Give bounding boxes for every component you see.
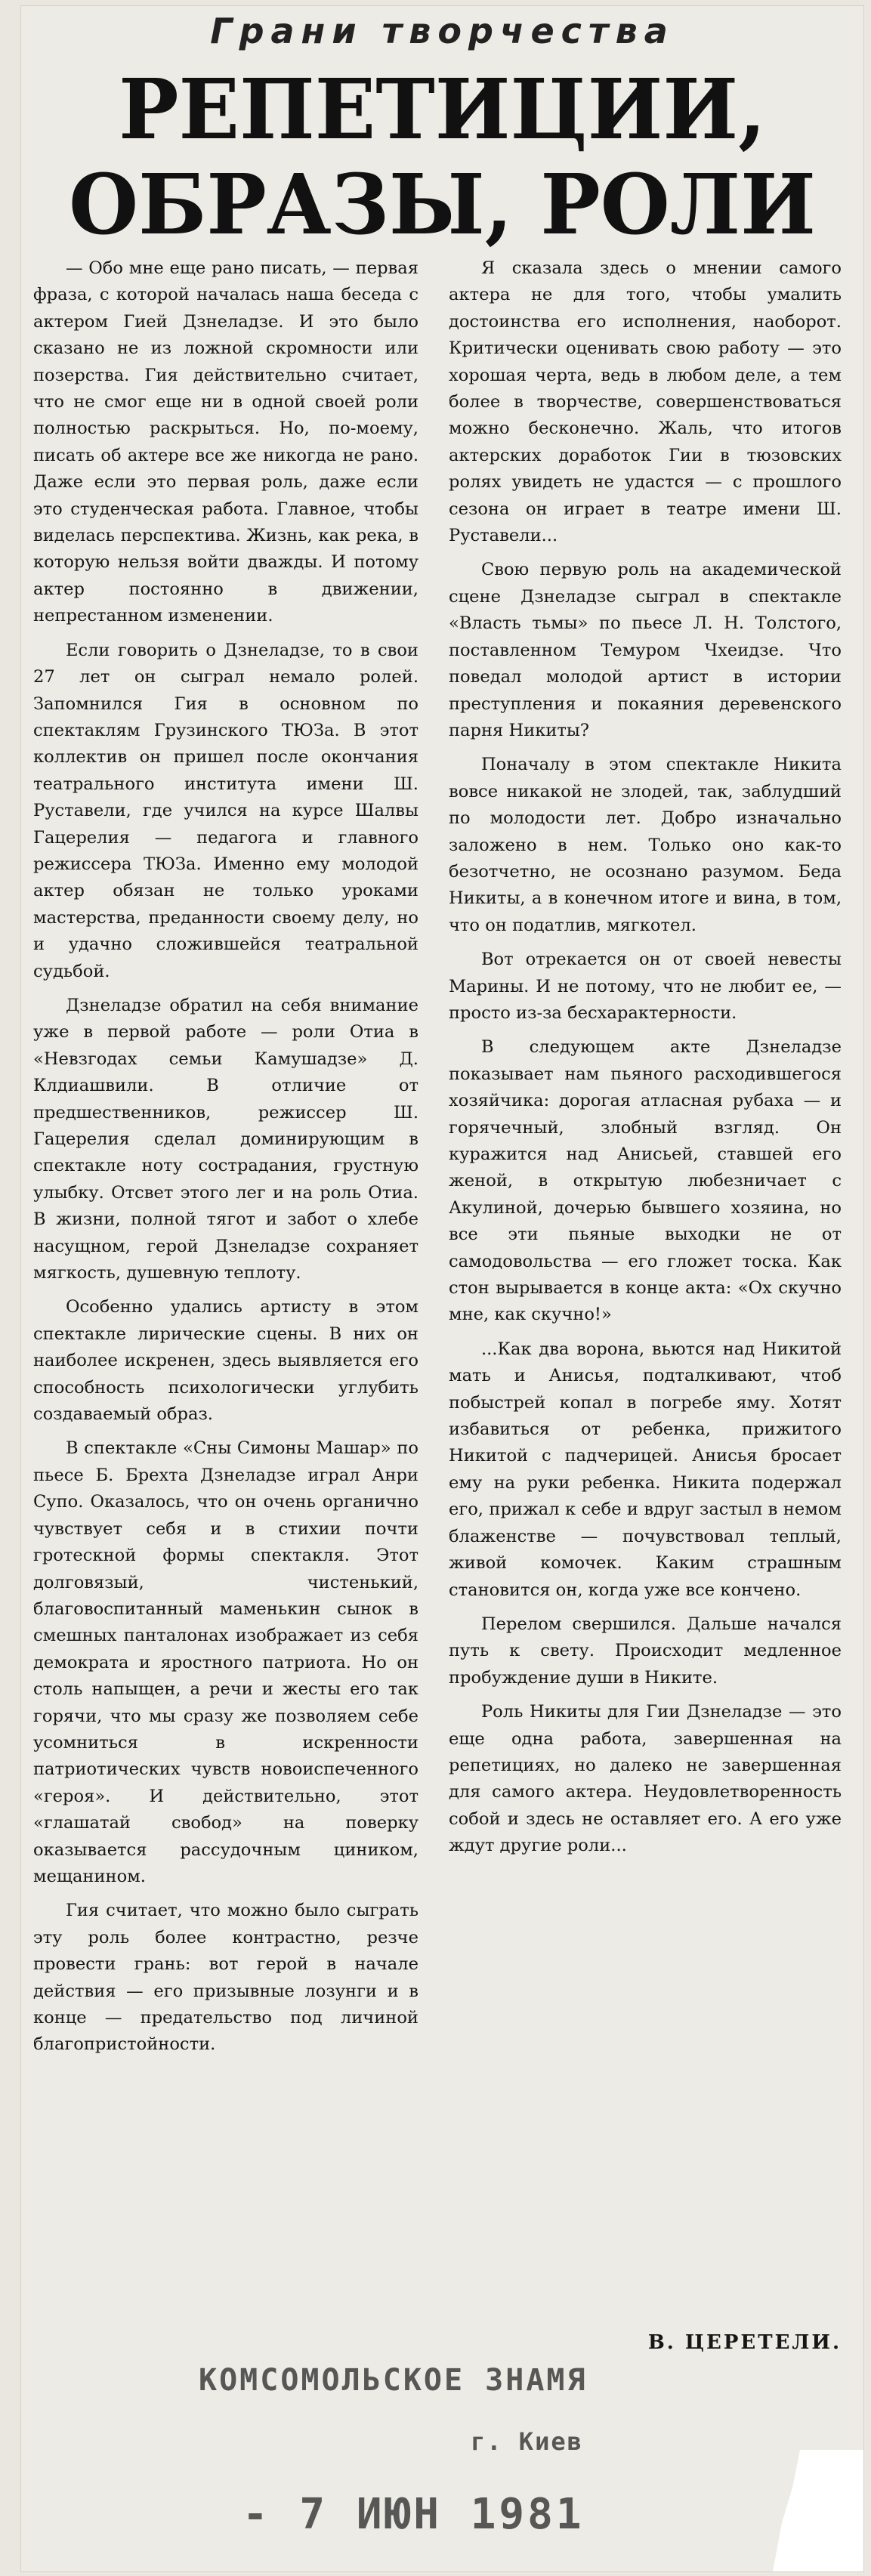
paragraph: Если говорить о Дзнеладзе, то в свои 27 лет он сыграл немало ролей. Запомнился Гия в основном по спектаклям Грузинского ТЮЗа. В этот коллектив он пришел после окончания театрального института имени Ш. Руставели, где учился на курсе Шалвы Гацерелия — педагога и главного режиссера ТЮЗа. Именно ему молодой актер обязан не только уроками мастерства, преданности своему делу, но и удачно сложившейся театральной судьбой. <box>33 640 419 981</box>
paragraph: — Обо мне еще рано писать, — первая фраза, с которой началась наша беседа с актером Гией Дзнеладзе. И это было сказано не из ложной скромности или позерства. Гия действительно считает, что не смог еще ни в одной своей роли полностью раскрыться. Но, по-моему, писать об актере все же никогда не рано. Даже если это первая роль, даже если это студенческая работа. Главное, чтобы виделась перспектива. Жизнь, как река, в которую нельзя войти дважды. И потому актер постоянно в движении, непрестанном изменении. <box>33 258 419 626</box>
paragraph: В следующем акте Дзнеладзе показывает нам пьяного расходившегося хозяйчика: дорогая атласная рубаха — и горячечный, злобный взгляд. Он куражится над Анисьей, ставшей его женой, в открытую любезничает с Акулиной, дочерью бывшего хозяина, но все эти пьяные выходки не от самодовольства — его гложет тоска. Как стон вырывается в конце акта: «Ох скучно мне, как скучно!» <box>449 1037 842 1325</box>
newspaper-clipping <box>21 6 863 2571</box>
paragraph: Я сказала здесь о мнении самого актера не для того, чтобы умалить достоинства его исполнения, наоборот. Критически оценивать свою работу — это хорошая черта, ведь в любом деле, а тем более в творчестве, совершенствоваться можно бесконечно. Жаль, что итогов актерских доработок Гии в тюзовских ролях увидеть не удастся — с прошлого сезона он играет в театре имени Ш. Руставели... <box>449 258 842 546</box>
stamp-newspaper-name: КОМСОМОЛЬСКОЕ ЗНАМЯ <box>199 2363 588 2398</box>
author-signature: В. ЦЕРЕТЕЛИ. <box>647 2331 842 2354</box>
paragraph: ...Как два ворона, вьются над Никитой мать и Анисья, подталкивают, чтоб побыстрей копал в погребе яму. Хотят избавиться от ребенка, прижитого Никитой с падчерицей. Анисья бросает ему на руки ребенка. Никита подержал его, прижал к себе и вдруг застыл в немом блаженстве — почувствовал теплый, живой комочек. Каким страшным становится он, когда уже все кончено. <box>449 1339 842 1600</box>
paragraph: Вот отрекается он от своей невесты Марины. И не потому, что не любит ее, — просто из-за бесхарактерности. <box>449 950 842 1023</box>
paragraph: Дзнеладзе обратил на себя внимание уже в первой работе — роли Отиа в «Невзгодах семьи Камушадзе» Д. Клдиашвили. В отличие от предшественников, режиссер Ш. Гацерелия сделал доминирующим в спектакле ноту сострадания, грустную улыбку. Отсвет этого лег и на роль Отиа. В жизни, полной тягот и забот о хлебе насущном, герой Дзнеладзе сохраняет мягкость, душевную теплоту. <box>33 995 419 1283</box>
headline-line-2: ОБРАЗЫ, РОЛИ <box>69 156 816 253</box>
torn-corner <box>773 2450 863 2571</box>
paragraph: Поначалу в этом спектакле Никита вовсе никакой не злодей, так, заблудший по молодости лет. Добро изначально заложено в нем. Только оно как-то безотчетно, не осознано разумом. Беда Никиты, а в конечном итоге и вина, в том, что он податлив, мягкотел. <box>449 755 842 935</box>
stamp-date: - 7 ИЮН 1981 <box>242 2490 585 2539</box>
section-rubric: Грани творчества <box>210 11 675 51</box>
paragraph: Перелом свершился. Дальше начался путь к свету. Происходит медленное пробуждение души в Никите. <box>449 1614 842 1688</box>
paragraph: Роль Никиты для Гии Дзнеладзе — это еще одна работа, завершенная на репетициях, но далеко не завершенная для самого актера. Неудовлетворенность собой и здесь не оставляет его. А его уже ждут другие роли... <box>449 1702 842 1856</box>
headline-line-1: РЕПЕТИЦИИ, <box>119 60 766 158</box>
right-column <box>449 255 842 1867</box>
stamp-city: г. Киев <box>471 2427 583 2456</box>
paragraph: Свою первую роль на академической сцене Дзнеладзе сыграл в спектакле «Власть тьмы» по пьесе Л. Н. Толстого, поставленном Темуром Чхеидзе. Что поведал молодой артист в истории преступления и покаяния деревенского парня Никиты? <box>449 560 842 740</box>
paragraph: Особенно удались артисту в этом спектакле лирические сцены. В них он наиболее искренен, здесь выявляется его способность психологически углубить создаваемый образ. <box>33 1297 419 1425</box>
paragraph: Гия считает, что можно было сыграть эту роль более контрастно, резче провести грань: вот герой в начале действия — его призывные лозунги и в конце — предательство под личиной благопристойности. <box>33 1901 419 2055</box>
left-column <box>33 255 419 2066</box>
paragraph: В спектакле «Сны Симоны Машар» по пьесе Б. Брехта Дзнеладзе играл Анри Супо. Оказалось, что он очень органично чувствует себя и в стихии почти гротескной формы спектакля. Этот долговязый, чистенький, благовоспитанный маменькин сынок в смешных панталонах изображает из себя демократа и яростного патриота. Но он столь напыщен, а речи и жесты его так горячи, что мы сразу же позволяем себе усомниться в искренности патриотических чувств новоиспеченного «героя». И действительно, этот «глашатай свобод» на поверку оказывается рассудочным циником, мещанином. <box>33 1438 419 1886</box>
